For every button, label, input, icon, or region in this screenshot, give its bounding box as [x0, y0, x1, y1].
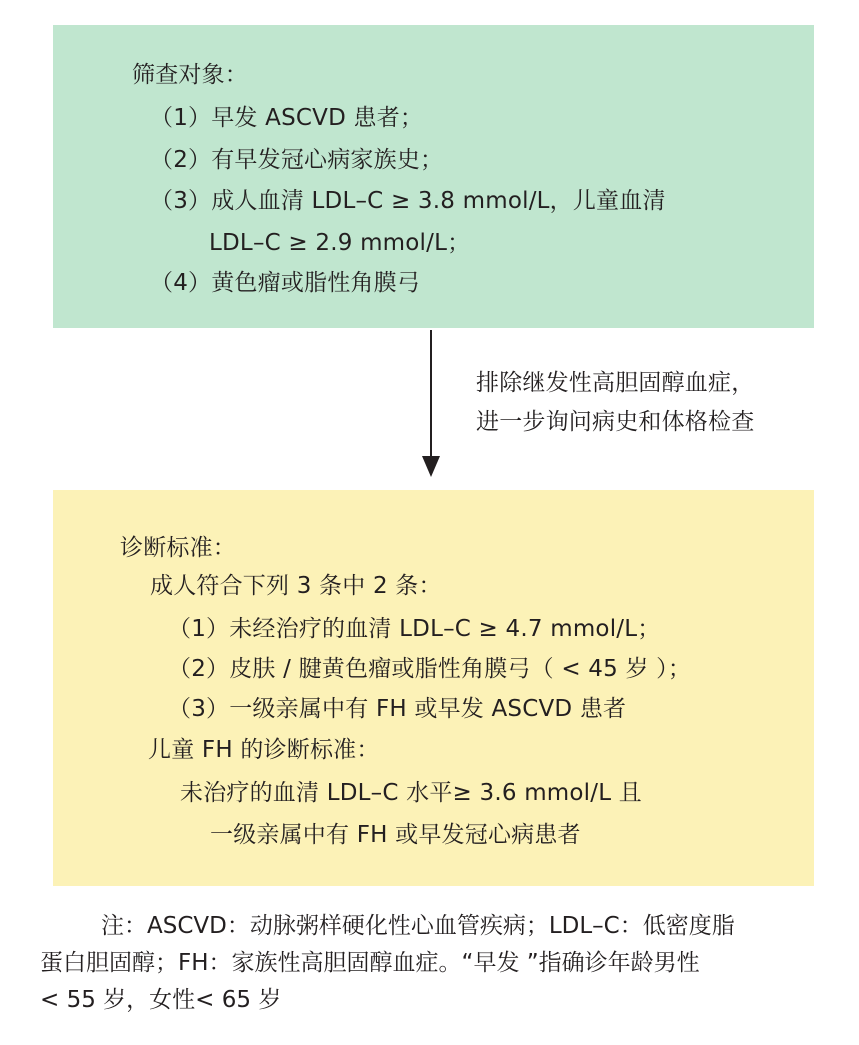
screening-item-3: （3）成人血清 LDL–C ≥ 3.8 mmol/L，儿童血清	[150, 188, 666, 214]
diagnosis-heading: 诊断标准：	[120, 535, 236, 561]
footnote-line-1: 注：ASCVD：动脉粥样硬化性心血管疾病；LDL–C：低密度脂	[101, 913, 735, 939]
footnote-line-2: 蛋白胆固醇；FH：家族性高胆固醇血症。“早发 ”指确诊年龄男性	[40, 950, 700, 976]
child-criterion-1: 未治疗的血清 LDL–C 水平≥ 3.6 mmol/L 且	[180, 780, 642, 806]
adult-criterion-3: （3）一级亲属中有 FH 或早发 ASCVD 患者	[168, 696, 627, 722]
adult-criterion-2: （2）皮肤 / 腱黄色瘤或脂性角膜弓（ < 45 岁 ）；	[168, 656, 692, 682]
screening-item-3-continued: LDL–C ≥ 2.9 mmol/L；	[209, 230, 471, 256]
adult-criteria-heading: 成人符合下列 3 条中 2 条：	[150, 573, 442, 599]
footnote-line-3: < 55 岁，女性< 65 岁	[40, 987, 282, 1013]
adult-criterion-1: （1）未经治疗的血清 LDL–C ≥ 4.7 mmol/L；	[168, 616, 661, 642]
screening-item-1: （1）早发 ASCVD 患者；	[150, 105, 424, 131]
arrow-label-line-2: 进一步询问病史和体格检查	[476, 409, 755, 435]
flow-arrow-shaft	[430, 330, 432, 458]
child-criteria-heading: 儿童 FH 的诊断标准：	[148, 737, 380, 763]
screening-item-2: （2）有早发冠心病家族史；	[150, 147, 444, 173]
arrow-label-line-1: 排除继发性高胆固醇血症，	[476, 370, 755, 396]
flow-arrow-head	[422, 456, 440, 477]
child-criterion-2: 一级亲属中有 FH 或早发冠心病患者	[210, 822, 581, 848]
screening-item-4: （4）黄色瘤或脂性角膜弓	[150, 270, 421, 296]
screening-heading: 筛查对象：	[132, 62, 248, 88]
